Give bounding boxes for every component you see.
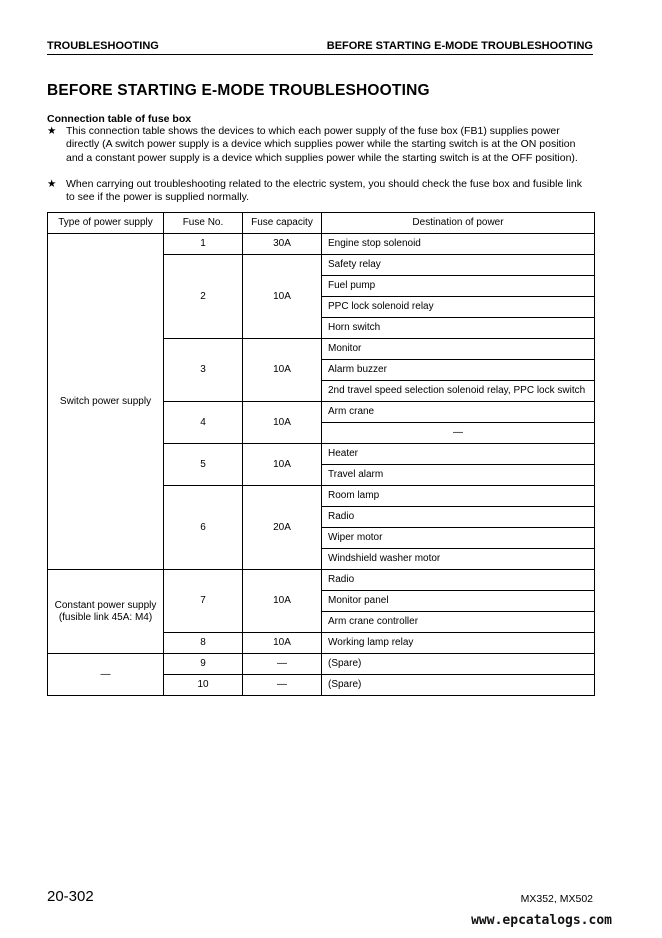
note-2: [47, 178, 593, 205]
destination-cell: PPC lock solenoid relay: [322, 297, 595, 318]
power-supply-type-cell: —: [48, 654, 164, 696]
fuse-number-cell: 5: [164, 444, 243, 486]
destination-cell: (Spare): [322, 654, 595, 675]
fuse-number-cell: 4: [164, 402, 243, 444]
fuse-capacity-cell: 10A: [243, 339, 322, 402]
table-row: [48, 570, 595, 591]
fuse-number-cell: 6: [164, 486, 243, 570]
fuse-capacity-cell: 10A: [243, 255, 322, 339]
fuse-number-cell: 9: [164, 654, 243, 675]
fuse-capacity-cell: 10A: [243, 633, 322, 654]
column-header: Fuse No.: [164, 213, 243, 234]
power-supply-type-cell: Switch power supply: [48, 234, 164, 570]
note-1-text: This connection table shows the devices to which each power supply of the fuse box (FB1) supplies power directly (A switch power supply is a device which supplies power while the starting switch is at the ON position and a constant power supply is a device which supplies power while the starting switch is at the OFF position).: [66, 125, 578, 164]
destination-cell: Safety relay: [322, 255, 595, 276]
page-header: [47, 40, 593, 55]
page-title: BEFORE STARTING E-MODE TROUBLESHOOTING: [47, 82, 430, 99]
table-row: [48, 654, 595, 675]
section-subtitle: Connection table of fuse box: [47, 113, 192, 125]
destination-cell: Radio: [322, 570, 595, 591]
column-header: Destination of power: [322, 213, 595, 234]
model-label: MX352, MX502: [520, 893, 593, 905]
star-bullet-icon: ★: [47, 178, 57, 190]
fuse-capacity-cell: 10A: [243, 444, 322, 486]
destination-cell: Travel alarm: [322, 465, 595, 486]
note-1: [47, 125, 593, 165]
destination-cell: Engine stop solenoid: [322, 234, 595, 255]
watermark-link[interactable]: www.epcatalogs.com: [471, 913, 612, 928]
table-body: [48, 234, 595, 696]
note-2-text: When carrying out troubleshooting related to the electric system, you should check the fuse box and fusible link to see if the power is supplied normally.: [66, 178, 582, 204]
page-number: 20-302: [47, 888, 94, 905]
fuse-number-cell: 8: [164, 633, 243, 654]
destination-cell: —: [322, 423, 595, 444]
fuse-number-cell: 1: [164, 234, 243, 255]
destination-cell: Monitor panel: [322, 591, 595, 612]
fuse-capacity-cell: —: [243, 654, 322, 675]
destination-cell: Fuel pump: [322, 276, 595, 297]
fuse-capacity-cell: 30A: [243, 234, 322, 255]
fuse-capacity-cell: 10A: [243, 570, 322, 633]
header-chapter-label: BEFORE STARTING E-MODE TROUBLESHOOTING: [326, 40, 593, 52]
destination-cell: (Spare): [322, 675, 595, 696]
destination-cell: Radio: [322, 507, 595, 528]
destination-cell: Room lamp: [322, 486, 595, 507]
star-bullet-icon: ★: [47, 125, 57, 137]
destination-cell: Working lamp relay: [322, 633, 595, 654]
power-supply-type-cell: Constant power supply (fusible link 45A: M4): [48, 570, 164, 654]
destination-cell: Arm crane controller: [322, 612, 595, 633]
header-section-label: TROUBLESHOOTING: [47, 40, 159, 52]
destination-cell: Wiper motor: [322, 528, 595, 549]
column-header: Fuse capacity: [243, 213, 322, 234]
fuse-number-cell: 3: [164, 339, 243, 402]
destination-cell: Arm crane: [322, 402, 595, 423]
table-row: [48, 234, 595, 255]
fuse-connection-table: [47, 212, 595, 696]
fuse-number-cell: 7: [164, 570, 243, 633]
destination-cell: Monitor: [322, 339, 595, 360]
destination-cell: 2nd travel speed selection solenoid relay, PPC lock switch: [322, 381, 595, 402]
fuse-capacity-cell: 20A: [243, 486, 322, 570]
column-header: Type of power supply: [48, 213, 164, 234]
destination-cell: Heater: [322, 444, 595, 465]
fuse-number-cell: 2: [164, 255, 243, 339]
destination-cell: Alarm buzzer: [322, 360, 595, 381]
fuse-capacity-cell: 10A: [243, 402, 322, 444]
table-header-row: [48, 213, 595, 234]
fuse-capacity-cell: —: [243, 675, 322, 696]
destination-cell: Horn switch: [322, 318, 595, 339]
fuse-number-cell: 10: [164, 675, 243, 696]
destination-cell: Windshield washer motor: [322, 549, 595, 570]
